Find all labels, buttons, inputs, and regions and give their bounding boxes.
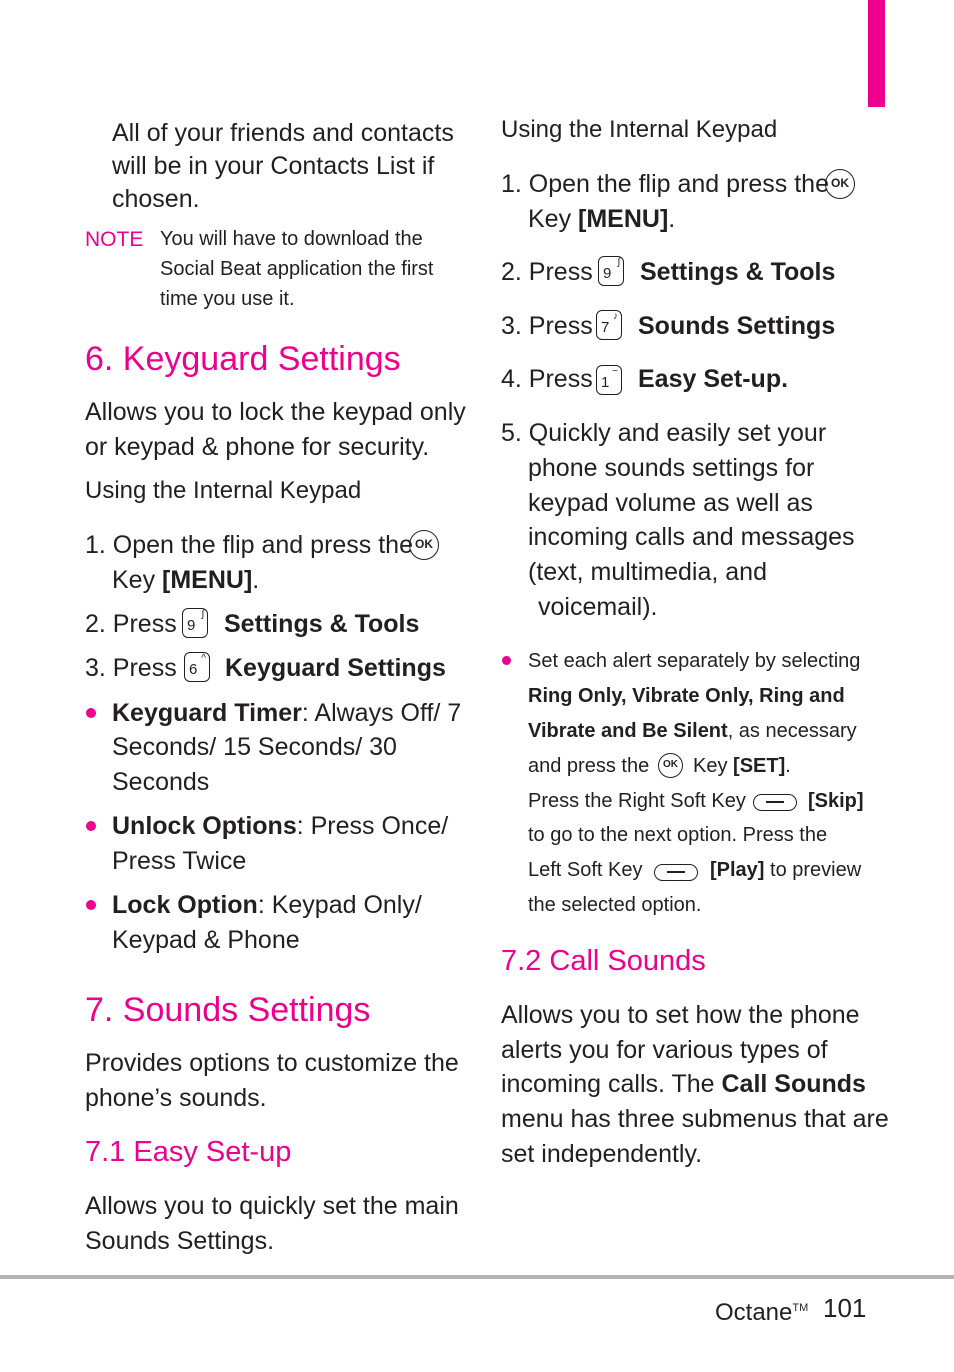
alert-line: to go to the next option. Press the bbox=[528, 824, 828, 846]
key-9-icon: 9 ʃ bbox=[598, 256, 624, 286]
sounds-step-5-cont: voicemail). bbox=[538, 593, 658, 621]
keyguard-timer-item: Keyguard Timer: Always Off/ 7 bbox=[112, 699, 462, 727]
sounds-step-1-cont: Key [MENU]. bbox=[528, 205, 676, 233]
bullet-icon bbox=[86, 708, 96, 718]
sounds-step-5-cont: phone sounds settings for bbox=[528, 454, 815, 482]
intro-line: will be in your Contacts List if bbox=[112, 152, 435, 180]
alert-line: the selected option. bbox=[528, 894, 702, 916]
key-7-icon: 7 ♪ bbox=[596, 310, 622, 340]
call-sounds-desc: Allows you to set how the phone bbox=[501, 1001, 860, 1029]
key-6-icon: 6 ^ bbox=[184, 652, 210, 682]
footer-rule bbox=[0, 1275, 954, 1279]
key-1-icon: 1 ~ bbox=[596, 365, 622, 395]
page-number: 101 bbox=[823, 1293, 867, 1323]
alert-set-line: Key [SET]. bbox=[693, 755, 791, 777]
intro-line: All of your friends and contacts bbox=[112, 119, 454, 147]
keyguard-subheading: Using the Internal Keypad bbox=[85, 477, 362, 504]
note-line: Social Beat application the first bbox=[160, 258, 434, 280]
note-line: You will have to download the bbox=[160, 228, 423, 250]
ok-key-icon: OK bbox=[825, 169, 855, 199]
sounds-step-2: 2. Press bbox=[501, 258, 593, 286]
sounds-step-3: 3. Press bbox=[501, 312, 593, 340]
sounds-desc: phone’s sounds. bbox=[85, 1084, 267, 1112]
unlock-options-item: Unlock Options: Press Once/ bbox=[112, 812, 449, 840]
section-tab bbox=[868, 0, 885, 107]
sounds-step-1: 1. Open the flip and press the bbox=[501, 170, 829, 198]
lock-option-item: Lock Option: Keypad Only/ bbox=[112, 891, 422, 919]
left-soft-key-icon bbox=[654, 864, 698, 881]
keyguard-step-1: 1. Open the flip and press the bbox=[85, 531, 413, 559]
note-line: time you use it. bbox=[160, 288, 295, 310]
sounds-subheading: Using the Internal Keypad bbox=[501, 116, 778, 143]
lock-option-cont: Keypad & Phone bbox=[112, 926, 300, 954]
call-sounds-desc: incoming calls. The Call Sounds bbox=[501, 1070, 866, 1098]
ok-key-icon: OK bbox=[409, 530, 439, 560]
bullet-icon bbox=[86, 821, 96, 831]
call-sounds-heading: 7.2 Call Sounds bbox=[501, 945, 706, 977]
keyguard-step-1-cont: Key [MENU]. bbox=[112, 566, 260, 594]
keyguard-step-3: 3. Press bbox=[85, 654, 177, 682]
note-label: NOTE bbox=[85, 228, 144, 251]
left-soft-key-line: Left Soft Key bbox=[528, 859, 643, 881]
sounds-step-5-cont: incoming calls and messages bbox=[528, 523, 855, 551]
settings-tools-label: Settings & Tools bbox=[224, 610, 420, 638]
easy-setup-heading: 7.1 Easy Set-up bbox=[85, 1136, 292, 1168]
keyguard-timer-cont: Seconds bbox=[112, 768, 210, 796]
settings-tools-label: Settings & Tools bbox=[640, 258, 836, 286]
intro-line: chosen. bbox=[112, 185, 200, 213]
easy-setup-label: Easy Set-up. bbox=[638, 365, 789, 393]
easy-setup-desc: Allows you to quickly set the main bbox=[85, 1192, 459, 1220]
sounds-desc: Provides options to customize the bbox=[85, 1049, 459, 1077]
unlock-options-cont: Press Twice bbox=[112, 847, 247, 875]
call-sounds-desc: menu has three submenus that are bbox=[501, 1105, 889, 1133]
call-sounds-desc: set independently. bbox=[501, 1140, 703, 1168]
keyguard-timer-cont: Seconds/ 15 Seconds/ 30 bbox=[112, 733, 397, 761]
skip-label: [Skip] bbox=[808, 790, 864, 812]
keyguard-step-2: 2. Press bbox=[85, 610, 177, 638]
keyguard-desc: or keypad & phone for security. bbox=[85, 433, 430, 461]
sounds-step-5-cont: (text, multimedia, and bbox=[528, 558, 767, 586]
sounds-step-5-cont: keypad volume as well as bbox=[528, 489, 813, 517]
right-soft-key-icon bbox=[753, 794, 797, 811]
ok-key-icon: OK bbox=[658, 753, 683, 778]
keyguard-desc: Allows you to lock the keypad only bbox=[85, 398, 466, 426]
alert-press-ok-line: and press the bbox=[528, 755, 650, 777]
footer-brand: Octane™ bbox=[715, 1299, 809, 1326]
sounds-heading: 7. Sounds Settings bbox=[85, 991, 371, 1029]
easy-setup-desc: Sounds Settings. bbox=[85, 1227, 275, 1255]
alert-options-line: Vibrate and Be Silent, as necessary bbox=[528, 720, 857, 742]
alert-options-line: Ring Only, Vibrate Only, Ring and bbox=[528, 685, 845, 707]
bullet-icon bbox=[86, 900, 96, 910]
right-soft-key-line: Press the Right Soft Key bbox=[528, 790, 746, 812]
key-9-icon: 9 ʃ bbox=[182, 608, 208, 638]
call-sounds-desc: alerts you for various types of bbox=[501, 1036, 828, 1064]
alert-line: Set each alert separately by selecting bbox=[528, 650, 861, 672]
keyguard-settings-label: Keyguard Settings bbox=[225, 654, 446, 682]
play-line: [Play] to preview bbox=[710, 859, 862, 881]
keyguard-heading: 6. Keyguard Settings bbox=[85, 340, 401, 378]
bullet-icon bbox=[502, 656, 511, 665]
sounds-step-5: 5. Quickly and easily set your bbox=[501, 419, 827, 447]
sounds-step-4: 4. Press bbox=[501, 365, 593, 393]
sounds-settings-label: Sounds Settings bbox=[638, 312, 836, 340]
